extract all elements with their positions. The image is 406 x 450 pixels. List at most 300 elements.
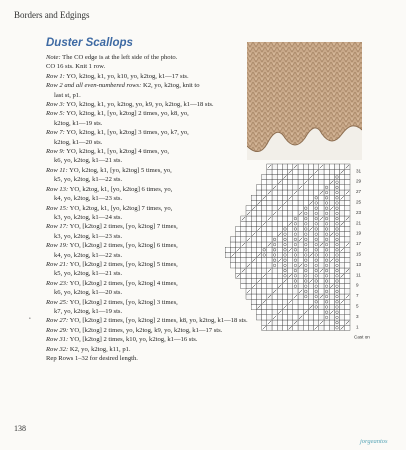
chart-cell [303, 195, 308, 200]
chart-cell [267, 273, 272, 278]
instruction-line [46, 222, 246, 231]
chart-cell [298, 216, 303, 221]
instruction-text: K2, yo, k2tog, k11, p1. [68, 345, 131, 353]
instruction-line [46, 156, 246, 165]
chart-cell [340, 289, 345, 294]
chart-cell [345, 221, 350, 226]
chart-cell [308, 195, 313, 200]
chart-cell [314, 252, 319, 257]
chart-cell [267, 211, 272, 216]
instruction-line [46, 232, 246, 241]
chart-cell [277, 242, 282, 247]
chart-cell [308, 237, 313, 242]
instruction-line [46, 138, 246, 147]
chart-cell [241, 263, 246, 268]
chart-cell [298, 164, 303, 169]
instruction-text: YO, k2tog, k1, yo, k10, yo, k2tog, k1—17 sts. [64, 72, 189, 80]
chart-cell [303, 190, 308, 195]
chart-row-label: 7 [356, 293, 359, 299]
instruction-line [46, 335, 246, 344]
chart-cell [314, 226, 319, 231]
chart-cell [345, 200, 350, 205]
instruction-row-label: Row 5: [46, 110, 65, 118]
chart-cell [319, 273, 324, 278]
instruction-row-label: Row 23: [46, 279, 69, 287]
chart-cell [293, 247, 298, 252]
chart-cell [345, 258, 350, 263]
chart-cell [340, 174, 345, 179]
chart-cell [334, 315, 339, 320]
chart-cell [256, 216, 261, 221]
chart-cell [324, 263, 329, 268]
chart-cell [282, 211, 287, 216]
chart-cell [262, 226, 267, 231]
instruction-line [46, 288, 246, 297]
chart-cell [267, 263, 272, 268]
chart-cell [256, 258, 261, 263]
chart-cell [293, 180, 298, 185]
chart-cell [308, 190, 313, 195]
chart-cell [319, 247, 324, 252]
chart-cell [246, 284, 251, 289]
instruction-text: YO, k2tog, k1, [yo, k2tog] 3 times, yo, k7, yo, [64, 129, 189, 137]
chart-cell [262, 190, 267, 195]
chart-cell [267, 226, 272, 231]
chart-cell [256, 190, 261, 195]
chart-cell [319, 263, 324, 268]
chart-cell [293, 289, 298, 294]
chart-cell [272, 169, 277, 174]
knit-swatch-photo [247, 42, 362, 160]
chart-cell [236, 242, 241, 247]
chart-cell [319, 232, 324, 237]
chart-cell [267, 247, 272, 252]
chart-cell [334, 174, 339, 179]
chart-cell [334, 169, 339, 174]
chart-cell [314, 190, 319, 195]
chart-cell [230, 258, 235, 263]
chart-cell [282, 268, 287, 273]
chart-cell [324, 216, 329, 221]
chart-cell [324, 289, 329, 294]
chart-cell [319, 310, 324, 315]
chart-cell [293, 258, 298, 263]
instruction-row-label: Row 3: [46, 101, 65, 109]
chart-row-label: 29 [356, 178, 362, 184]
chart-cell [314, 232, 319, 237]
chart-cell [345, 195, 350, 200]
chart-cell [308, 310, 313, 315]
chart-cell [241, 226, 246, 231]
chart-cell [262, 232, 267, 237]
instruction-row-label: Row 13: [46, 185, 69, 193]
instruction-text: k3, yo, k2tog, k1—24 sts. [54, 213, 123, 221]
chart-cell [282, 195, 287, 200]
chart-cell [319, 299, 324, 304]
instruction-line [46, 119, 246, 128]
chart-cell [334, 320, 339, 325]
chart-cell [334, 278, 339, 283]
instruction-text: YO, [k2tog] 2 times, [yo, k2tog] 2 times, k8, yo, k2tog, k1—18 sts. [68, 317, 248, 325]
chart-cell [329, 299, 334, 304]
instruction-row-label: Row 19: [46, 242, 69, 250]
chart-cell [262, 247, 267, 252]
chart-cell [282, 310, 287, 315]
chart-cell [329, 237, 334, 242]
chart-cell [303, 299, 308, 304]
chart-cell [256, 315, 261, 320]
chart-cell [319, 206, 324, 211]
chart-cell [324, 310, 329, 315]
chart-cell [277, 226, 282, 231]
chart-cell [277, 164, 282, 169]
chart-cell [303, 320, 308, 325]
chart-cell [230, 247, 235, 252]
chart-row-label: 3 [356, 313, 359, 319]
chart-cell [262, 211, 267, 216]
chart-cell [282, 299, 287, 304]
chart-cell [334, 242, 339, 247]
instruction-text: YO, [k2tog] 2 times, [yo, k2tog] 5 times, [68, 260, 178, 268]
chart-cell [298, 180, 303, 185]
chart-cell [340, 226, 345, 231]
chart-cell [334, 268, 339, 273]
chart-cell [272, 320, 277, 325]
chart-cell [236, 237, 241, 242]
chart-cell [314, 195, 319, 200]
chart-cell [293, 221, 298, 226]
chart-cell [298, 284, 303, 289]
chart-row-label: 27 [356, 189, 362, 195]
chart-cell [246, 294, 251, 299]
chart-cell [345, 304, 350, 309]
instruction-line [46, 72, 246, 81]
chart-cell [293, 195, 298, 200]
chart-cell [256, 273, 261, 278]
chart-cell [251, 247, 256, 252]
chart-cell [329, 164, 334, 169]
chart-cell [267, 252, 272, 257]
chart-cell [345, 232, 350, 237]
chart-cell [329, 320, 334, 325]
chart-cell [345, 273, 350, 278]
chart-cell [324, 190, 329, 195]
chart-cell [236, 258, 241, 263]
instruction-text: k5, yo, k2tog, k1—22 sts. [54, 176, 123, 184]
chart-cell [267, 310, 272, 315]
chart-cell [314, 315, 319, 320]
chart-cell [293, 273, 298, 278]
chart-cell [272, 216, 277, 221]
chart-cell [282, 226, 287, 231]
instruction-row-label: Row 25: [46, 298, 69, 306]
chart-cell [256, 221, 261, 226]
chart-cell [251, 278, 256, 283]
chart-cell [256, 299, 261, 304]
chart-cell [225, 252, 230, 257]
chart-cell [272, 180, 277, 185]
chart-cell [298, 273, 303, 278]
chart-cell [262, 237, 267, 242]
chart-cell [282, 258, 287, 263]
chart-cell [345, 278, 350, 283]
chart-cell [267, 174, 272, 179]
chart-cell [288, 211, 293, 216]
instruction-line [46, 213, 246, 222]
chart-cell [324, 211, 329, 216]
chart-cell [324, 294, 329, 299]
chart-cell [303, 263, 308, 268]
chart-cell [319, 200, 324, 205]
chart-cell [345, 325, 350, 330]
chart-cell [293, 304, 298, 309]
chart-cell [246, 273, 251, 278]
chart-cell [293, 284, 298, 289]
chart-cell [308, 216, 313, 221]
chart-cell [288, 242, 293, 247]
chart-cell [262, 252, 267, 257]
chart-cell [293, 211, 298, 216]
chart-cell [334, 289, 339, 294]
chart-cell [303, 273, 308, 278]
chart-cell [308, 273, 313, 278]
chart-cell [288, 232, 293, 237]
chart-cell [272, 200, 277, 205]
chart-cell [241, 247, 246, 252]
chart-cell [329, 294, 334, 299]
chart-cell [324, 268, 329, 273]
chart-cell [288, 320, 293, 325]
chart-cell [334, 195, 339, 200]
chart-cell [303, 247, 308, 252]
chart-cell [277, 289, 282, 294]
chart-cell [319, 252, 324, 257]
chart-cell [303, 169, 308, 174]
chart-cell [293, 237, 298, 242]
chart-cell [303, 226, 308, 231]
chart-cell [303, 200, 308, 205]
chart-cell [345, 169, 350, 174]
chart-cell [256, 294, 261, 299]
chart-cell [314, 294, 319, 299]
chart-cell [308, 320, 313, 325]
chart-cell [303, 294, 308, 299]
instruction-row-label: Row 9: [46, 148, 65, 156]
chart-cell [277, 320, 282, 325]
chart-cell [246, 206, 251, 211]
chart-cell [241, 258, 246, 263]
chart-cell [329, 289, 334, 294]
chart-cell [293, 315, 298, 320]
chart-cell [314, 284, 319, 289]
chart-cell [319, 195, 324, 200]
instruction-text: K2, yo, k2tog, knit to [141, 82, 200, 90]
chart-cell [256, 242, 261, 247]
chart-cell [329, 252, 334, 257]
chart-cell [256, 206, 261, 211]
chart-cell [329, 315, 334, 320]
knitting-chart [220, 160, 370, 355]
chart-cell [267, 232, 272, 237]
chart-cell [314, 206, 319, 211]
chart-cell [314, 263, 319, 268]
chart-row-label: 9 [356, 282, 359, 288]
chart-cell [308, 180, 313, 185]
chart-cell [236, 268, 241, 273]
instruction-line [46, 204, 246, 213]
chart-cell [345, 174, 350, 179]
chart-cell [334, 252, 339, 257]
chart-cell [288, 174, 293, 179]
instruction-line [46, 241, 246, 250]
chart-cell [298, 174, 303, 179]
chart-cell [329, 211, 334, 216]
chart-cell [277, 315, 282, 320]
chart-cell [267, 195, 272, 200]
chart-cell [329, 174, 334, 179]
instruction-line [46, 100, 246, 109]
chart-cell [256, 268, 261, 273]
chart-cell [340, 237, 345, 242]
chart-cell [345, 299, 350, 304]
chart-cell [324, 195, 329, 200]
chart-cell [282, 284, 287, 289]
instruction-text: k6, yo, k2tog, k1—20 sts. [54, 289, 123, 297]
chart-cell [267, 200, 272, 205]
chart-cell [334, 232, 339, 237]
chart-cell [308, 211, 313, 216]
chart-cell [340, 263, 345, 268]
chart-cell [256, 284, 261, 289]
chart-cell [324, 164, 329, 169]
chart-cell [256, 247, 261, 252]
chart-cell [308, 294, 313, 299]
chart-cell [298, 242, 303, 247]
chart-cell [288, 315, 293, 320]
chart-cell [314, 237, 319, 242]
chart-cell [334, 310, 339, 315]
instruction-text: YO, [k2tog] 2 times, yo, k2tog, k9, yo, k2tog, k1—17 sts. [68, 326, 223, 334]
chart-cell [246, 232, 251, 237]
chart-cell [277, 190, 282, 195]
chart-cell [277, 174, 282, 179]
chart-cell [272, 252, 277, 257]
chart-cell [340, 232, 345, 237]
chart-cell [345, 237, 350, 242]
instruction-text: YO, k2tog, k1, yo, k2tog, yo, k9, yo, k2tog, k1—18 sts. [64, 101, 214, 109]
instruction-text: k2tog, k1—19 sts. [54, 119, 103, 127]
chart-cell [262, 174, 267, 179]
chart-cell [288, 289, 293, 294]
chart-cell [288, 263, 293, 268]
chart-cell [324, 180, 329, 185]
instruction-line [46, 109, 246, 118]
chart-cell [262, 304, 267, 309]
chart-cell [298, 226, 303, 231]
chart-cell [256, 237, 261, 242]
chart-cell [334, 304, 339, 309]
chart-row-label: 11 [356, 272, 361, 278]
chart-cell [303, 242, 308, 247]
chart-cell [314, 200, 319, 205]
chart-cell [334, 180, 339, 185]
chart-cell [251, 226, 256, 231]
chart-cell [288, 252, 293, 257]
instruction-text: k2tog, k1—20 sts. [54, 138, 103, 146]
chart-cell [298, 325, 303, 330]
chart-cell [324, 185, 329, 190]
chart-cell [251, 273, 256, 278]
margin-bullet: • [29, 317, 31, 322]
chart-cell [267, 180, 272, 185]
chart-cell [329, 278, 334, 283]
chart-cell [293, 206, 298, 211]
chart-cell [272, 304, 277, 309]
chart-cell [277, 263, 282, 268]
chart-cell [314, 242, 319, 247]
chart-cell [282, 247, 287, 252]
chart-cell [303, 252, 308, 257]
chart-cell [319, 226, 324, 231]
chart-cell [282, 294, 287, 299]
chart-cell [334, 258, 339, 263]
chart-cell [282, 315, 287, 320]
chart-cell [293, 242, 298, 247]
chart-cell [308, 242, 313, 247]
chart-cell [293, 310, 298, 315]
chart-cell [272, 221, 277, 226]
chart-cell [324, 299, 329, 304]
chart-cell [329, 242, 334, 247]
chart-cell [272, 247, 277, 252]
chart-cell [329, 226, 334, 231]
chart-cell [319, 284, 324, 289]
chart-cell [308, 263, 313, 268]
instruction-line [46, 260, 246, 269]
chart-cell [303, 325, 308, 330]
chart-cell [256, 185, 261, 190]
instruction-text: k6, yo, k2tog, k1—21 sts. [54, 157, 123, 165]
chart-cell [314, 185, 319, 190]
instruction-line [46, 166, 246, 175]
chart-cell [298, 195, 303, 200]
chart-cell [314, 310, 319, 315]
chart-cell [334, 226, 339, 231]
chart-cell [319, 289, 324, 294]
chart-cell [288, 278, 293, 283]
chart-cell [319, 304, 324, 309]
instruction-line [46, 298, 246, 307]
chart-cell [262, 320, 267, 325]
chart-cell [334, 185, 339, 190]
chart-cell [272, 273, 277, 278]
chart-cell [251, 268, 256, 273]
chart-cell [267, 185, 272, 190]
instruction-text: Rep Rows 1–32 for desired length. [46, 355, 138, 362]
chart-cell [293, 325, 298, 330]
instruction-text: CO 16 sts. Knit 1 row. [46, 63, 106, 71]
chart-cell [251, 304, 256, 309]
chart-cell [329, 216, 334, 221]
cast-on-label: Cast on [354, 334, 370, 340]
chart-cell [282, 289, 287, 294]
chart-cell [298, 252, 303, 257]
chart-cell [324, 247, 329, 252]
chart-cell [277, 221, 282, 226]
chart-cell [329, 169, 334, 174]
instruction-text: YO, [k2tog] 2 times, [yo, k2tog] 6 times, [68, 242, 178, 250]
chart-cell [251, 263, 256, 268]
